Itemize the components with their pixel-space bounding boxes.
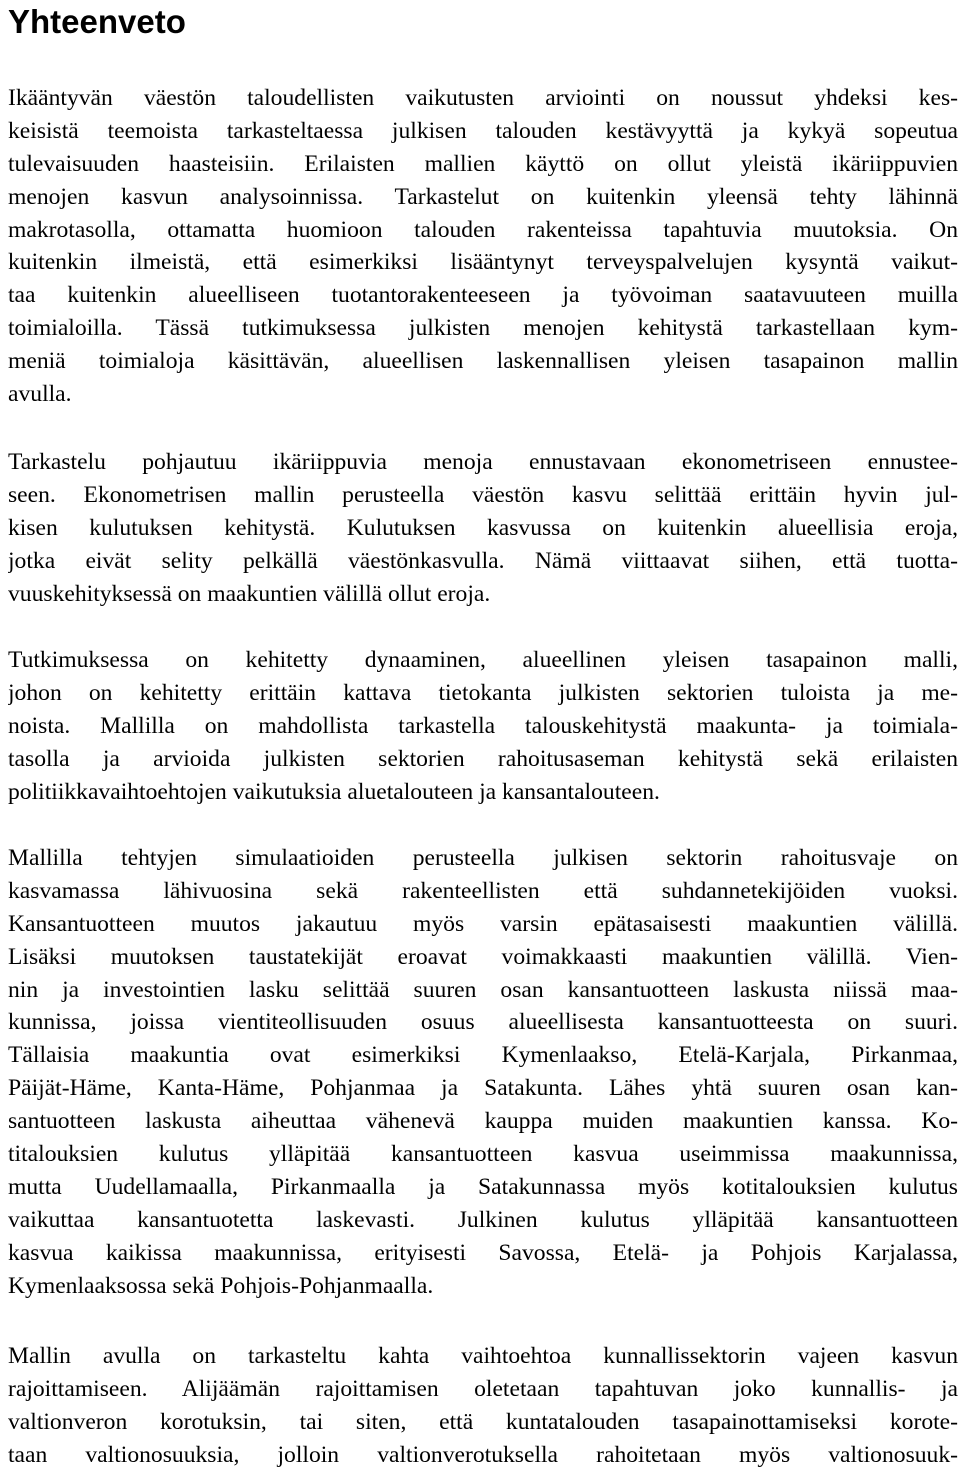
text-line: valtionveron korotuksin, tai siten, että kuntatalouden tasapainottamiseksi korote-: [8, 1408, 958, 1435]
text-line: avulla.: [8, 381, 72, 408]
text-line: makrotasolla, ottamatta huomioon talouden rakenteissa tapahtuvia muutoksia. On: [8, 216, 958, 243]
text-line: Tällaisia maakuntia ovat esimerkiksi Kymenlaakso, Etelä-Karjala, Pirkanmaa,: [8, 1042, 958, 1069]
text-line: meniä toimialoja käsittävän, alueellisen laskennallisen yleisen tasapainon mallin: [8, 348, 958, 375]
text-line: kasvua kaikissa maakunnissa, erityisesti Savossa, Etelä- ja Pohjois Karjalassa,: [8, 1239, 958, 1266]
text-line: noista. Mallilla on mahdollista tarkastella talouskehitystä maakunta- ja toimiala-: [8, 712, 958, 739]
text-line: Tutkimuksessa on kehitetty dynaaminen, alueellinen yleisen tasapainon malli,: [8, 647, 958, 673]
text-line: Ikääntyvän väestön taloudellisten vaikutusten arviointi on noussut yhdeksi kes-: [8, 85, 958, 111]
text-line: nin ja investointien lasku selittää suuren osan kansantuotteen laskusta niissä maa-: [8, 976, 958, 1003]
text-line: taan valtionosuuksia, jolloin valtionverotuksella rahoitetaan myös valtionosuuk-: [8, 1441, 958, 1468]
text-line: kuitenkin ilmeistä, että esimerkiksi lisääntynyt terveyspalvelujen kysyntä vaikut-: [8, 249, 958, 276]
page-title: Yhteenveto: [8, 3, 186, 40]
text-line: Kansantuotteen muutos jakautuu myös varsin epätasaisesti maakuntien välillä.: [8, 910, 958, 937]
text-line: kasvamassa lähivuosina sekä rakenteellisten että suhdannetekijöiden vuoksi.: [8, 877, 958, 904]
text-line: toimialoilla. Tässä tutkimuksessa julkisten menojen kehitystä tarkastellaan kym-: [8, 315, 958, 342]
text-line: Mallilla tehtyjen simulaatioiden perusteella julkisen sektorin rahoitusvaje on: [8, 845, 958, 871]
text-line: jotka eivät selity pelkällä väestönkasvulla. Nämä viittaavat siihen, että tuotta-: [8, 547, 958, 574]
text-line: vaikuttaa kansantuotetta laskevasti. Julkinen kulutus ylläpitää kansantuotteen: [8, 1206, 958, 1233]
text-line: johon on kehitetty erittäin kattava tietokanta julkisten sektorien tuloista ja me-: [8, 679, 958, 706]
text-line: politiikkavaihtoehtojen vaikutuksia aluetalouteen ja kansantalouteen.: [8, 778, 660, 805]
paragraph-4: [8, 842, 958, 1302]
text-line: Tarkastelu pohjautuu ikäriippuvia menoja ennustavaan ekonometriseen ennustee-: [8, 449, 958, 475]
text-line: mutta Uudellamaalla, Pirkanmaalla ja Satakunnassa myös kotitalouksien kulutus: [8, 1173, 958, 1200]
text-line: kunnissa, joissa vientiteollisuuden osuus alueellisesta kansantuotteesta on suuri.: [8, 1009, 958, 1036]
text-line: taa kuitenkin alueelliseen tuotantorakenteeseen ja työvoiman saatavuuteen muilla: [8, 282, 958, 309]
text-line: Kymenlaaksossa sekä Pohjois-Pohjanmaalla.: [8, 1272, 434, 1299]
paragraph-2: [8, 446, 958, 610]
text-line: Päijät-Häme, Kanta-Häme, Pohjanmaa ja Satakunta. Lähes yhtä suuren osan kan-: [8, 1075, 958, 1102]
text-line: kisen kulutuksen kehitystä. Kulutuksen kasvussa on kuitenkin alueellisia eroja,: [8, 514, 958, 541]
paragraph-5: [8, 1340, 958, 1472]
paragraph-1: [8, 82, 958, 411]
text-line: keisistä teemoista tarkasteltaessa julkisen talouden kestävyyttä ja kykyä sopeutua: [8, 117, 958, 144]
text-line: Mallin avulla on tarkasteltu kahta vaihtoehtoa kunnallissektorin vajeen kasvun: [8, 1343, 958, 1369]
text-line: seen. Ekonometrisen mallin perusteella väestön kasvu selittää erittäin hyvin jul-: [8, 481, 958, 508]
text-line: tasolla ja arvioida julkisten sektorien rahoitusaseman kehitystä sekä erilaisten: [8, 745, 958, 772]
paragraph-3: [8, 644, 958, 808]
text-line: titalouksien kulutus ylläpitää kansantuotteen kasvua useimmissa maakunnissa,: [8, 1141, 958, 1168]
text-line: vuuskehityksessä on maakuntien välillä ollut eroja.: [8, 580, 491, 607]
text-line: menojen kasvun analysoinnissa. Tarkastelut on kuitenkin yleensä tehty lähinnä: [8, 183, 958, 210]
text-line: Lisäksi muutoksen taustatekijät eroavat voimakkaasti maakuntien välillä. Vien-: [8, 943, 958, 970]
text-line: rajoittamiseen. Alijäämän rajoittamisen oletetaan tapahtuvan joko kunnallis- ja: [8, 1375, 958, 1402]
text-line: santuotteen laskusta aiheuttaa vähenevä kauppa muiden maakuntien kanssa. Ko-: [8, 1108, 958, 1135]
text-line: tulevaisuuden haasteisiin. Erilaisten mallien käyttö on ollut yleistä ikäriippuvien: [8, 150, 958, 177]
